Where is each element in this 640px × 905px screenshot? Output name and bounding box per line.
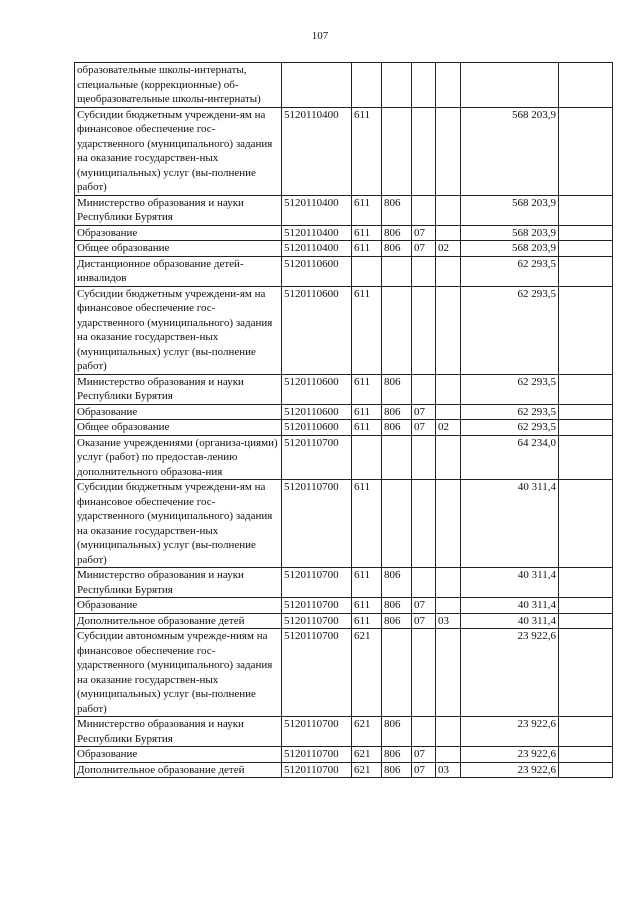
expense-type-code: 611 — [352, 241, 382, 257]
section-code: 07 — [412, 613, 436, 629]
section-code: 07 — [412, 241, 436, 257]
section-code: 07 — [412, 598, 436, 614]
table-row — [75, 374, 613, 404]
empty-cell — [559, 195, 613, 225]
target-article-code — [282, 63, 352, 108]
amount-value: 40 311,4 — [461, 598, 559, 614]
empty-cell — [559, 629, 613, 717]
subsection-code — [436, 256, 461, 286]
expense-type-code: 611 — [352, 613, 382, 629]
expense-type-code — [352, 435, 382, 480]
ministry-code: 806 — [382, 598, 412, 614]
expense-type-code: 611 — [352, 404, 382, 420]
amount-value: 64 234,0 — [461, 435, 559, 480]
subsection-code: 03 — [436, 613, 461, 629]
table-row — [75, 404, 613, 420]
line-item-name: Министерство образования и науки Республики Бурятия — [75, 717, 282, 747]
line-item-name: Дополнительное образование детей — [75, 613, 282, 629]
empty-cell — [559, 480, 613, 568]
expense-type-code: 621 — [352, 762, 382, 778]
amount-value: 23 922,6 — [461, 629, 559, 717]
amount-value: 568 203,9 — [461, 225, 559, 241]
section-code: 07 — [412, 420, 436, 436]
ministry-code: 806 — [382, 568, 412, 598]
subsection-code — [436, 717, 461, 747]
empty-cell — [559, 107, 613, 195]
line-item-name: Субсидии бюджетным учреждени-ям на финансовое обеспечение гос-ударственного (муниципального) задания на оказание государствен-ных (муниципальных) услуг (вы-полнение работ) — [75, 480, 282, 568]
subsection-code: 02 — [436, 241, 461, 257]
amount-value: 62 293,5 — [461, 404, 559, 420]
subsection-code — [436, 63, 461, 108]
empty-cell — [559, 63, 613, 108]
section-code — [412, 629, 436, 717]
empty-cell — [559, 374, 613, 404]
table-body — [75, 63, 613, 778]
expense-type-code: 621 — [352, 629, 382, 717]
page-number: 107 — [311, 30, 329, 42]
subsection-code — [436, 195, 461, 225]
ministry-code — [382, 63, 412, 108]
target-article-code: 5120110600 — [282, 256, 352, 286]
table-row — [75, 613, 613, 629]
empty-cell — [559, 435, 613, 480]
empty-cell — [559, 598, 613, 614]
target-article-code: 5120110700 — [282, 568, 352, 598]
ministry-code — [382, 286, 412, 374]
expense-type-code: 611 — [352, 225, 382, 241]
target-article-code: 5120110700 — [282, 717, 352, 747]
amount-value: 23 922,6 — [461, 762, 559, 778]
amount-value — [461, 63, 559, 108]
table-row — [75, 435, 613, 480]
table-row — [75, 480, 613, 568]
amount-value: 62 293,5 — [461, 374, 559, 404]
table-row — [75, 63, 613, 108]
ministry-code — [382, 256, 412, 286]
line-item-name: Субсидии автономным учрежде-ниям на финансовое обеспечение гос-ударственного (муниципального) задания на оказание государствен-ных (муниципальных) услуг (вы-полнение работ) — [75, 629, 282, 717]
ministry-code — [382, 107, 412, 195]
target-article-code: 5120110700 — [282, 598, 352, 614]
target-article-code: 5120110700 — [282, 629, 352, 717]
amount-value: 62 293,5 — [461, 256, 559, 286]
section-code — [412, 256, 436, 286]
table-row — [75, 420, 613, 436]
empty-cell — [559, 256, 613, 286]
amount-value: 40 311,4 — [461, 480, 559, 568]
empty-cell — [559, 404, 613, 420]
budget-table — [74, 62, 613, 778]
subsection-code — [436, 568, 461, 598]
line-item-name: Министерство образования и науки Республики Бурятия — [75, 374, 282, 404]
subsection-code — [436, 404, 461, 420]
line-item-name: Образование — [75, 225, 282, 241]
subsection-code — [436, 286, 461, 374]
expense-type-code: 611 — [352, 420, 382, 436]
section-code — [412, 480, 436, 568]
expense-type-code: 621 — [352, 717, 382, 747]
subsection-code — [436, 629, 461, 717]
section-code — [412, 107, 436, 195]
target-article-code: 5120110400 — [282, 241, 352, 257]
table-row — [75, 225, 613, 241]
ministry-code: 806 — [382, 747, 412, 763]
table-row — [75, 717, 613, 747]
amount-value: 62 293,5 — [461, 420, 559, 436]
empty-cell — [559, 762, 613, 778]
section-code — [412, 717, 436, 747]
line-item-name: Дистанционное образование детей-инвалидов — [75, 256, 282, 286]
subsection-code — [436, 747, 461, 763]
amount-value: 568 203,9 — [461, 195, 559, 225]
line-item-name: Образование — [75, 404, 282, 420]
target-article-code: 5120110600 — [282, 404, 352, 420]
target-article-code: 5120110600 — [282, 374, 352, 404]
amount-value: 40 311,4 — [461, 613, 559, 629]
ministry-code: 806 — [382, 762, 412, 778]
line-item-name: Оказание учреждениями (организа-циями) услуг (работ) по предостав-лению дополнительного образова-ния — [75, 435, 282, 480]
subsection-code — [436, 435, 461, 480]
table-row — [75, 286, 613, 374]
empty-cell — [559, 747, 613, 763]
subsection-code — [436, 480, 461, 568]
target-article-code: 5120110700 — [282, 747, 352, 763]
amount-value: 62 293,5 — [461, 286, 559, 374]
amount-value: 23 922,6 — [461, 747, 559, 763]
expense-type-code: 611 — [352, 598, 382, 614]
empty-cell — [559, 568, 613, 598]
section-code: 07 — [412, 762, 436, 778]
section-code — [412, 374, 436, 404]
ministry-code: 806 — [382, 374, 412, 404]
amount-value: 568 203,9 — [461, 241, 559, 257]
expense-type-code — [352, 63, 382, 108]
line-item-name: Образование — [75, 747, 282, 763]
empty-cell — [559, 286, 613, 374]
expense-type-code: 611 — [352, 195, 382, 225]
table-row — [75, 195, 613, 225]
expense-type-code — [352, 256, 382, 286]
empty-cell — [559, 241, 613, 257]
target-article-code: 5120110700 — [282, 435, 352, 480]
empty-cell — [559, 420, 613, 436]
line-item-name: образовательные школы-интернаты, специальные (коррекционные) об-щеобразовательные школы-интернаты) — [75, 63, 282, 108]
expense-type-code: 611 — [352, 568, 382, 598]
ministry-code: 806 — [382, 195, 412, 225]
table-row — [75, 598, 613, 614]
amount-value: 40 311,4 — [461, 568, 559, 598]
table-row — [75, 107, 613, 195]
target-article-code: 5120110400 — [282, 225, 352, 241]
ministry-code: 806 — [382, 404, 412, 420]
line-item-name: Образование — [75, 598, 282, 614]
empty-cell — [559, 613, 613, 629]
table-row — [75, 762, 613, 778]
ministry-code: 806 — [382, 420, 412, 436]
section-code — [412, 195, 436, 225]
section-code: 07 — [412, 747, 436, 763]
ministry-code: 806 — [382, 717, 412, 747]
subsection-code — [436, 374, 461, 404]
subsection-code: 02 — [436, 420, 461, 436]
subsection-code — [436, 598, 461, 614]
table-row — [75, 241, 613, 257]
line-item-name: Субсидии бюджетным учреждени-ям на финансовое обеспечение гос-ударственного (муниципального) задания на оказание государствен-ных (муниципальных) услуг (вы-полнение работ) — [75, 286, 282, 374]
ministry-code: 806 — [382, 225, 412, 241]
section-code — [412, 63, 436, 108]
ministry-code: 806 — [382, 613, 412, 629]
target-article-code: 5120110600 — [282, 420, 352, 436]
ministry-code — [382, 480, 412, 568]
target-article-code: 5120110400 — [282, 195, 352, 225]
subsection-code — [436, 225, 461, 241]
empty-cell — [559, 225, 613, 241]
ministry-code — [382, 629, 412, 717]
target-article-code: 5120110700 — [282, 762, 352, 778]
line-item-name: Общее образование — [75, 420, 282, 436]
target-article-code: 5120110700 — [282, 613, 352, 629]
section-code — [412, 286, 436, 374]
line-item-name: Дополнительное образование детей — [75, 762, 282, 778]
expense-type-code: 621 — [352, 747, 382, 763]
expense-type-code: 611 — [352, 286, 382, 374]
section-code — [412, 435, 436, 480]
expense-type-code: 611 — [352, 480, 382, 568]
table-row — [75, 568, 613, 598]
target-article-code: 5120110700 — [282, 480, 352, 568]
section-code: 07 — [412, 404, 436, 420]
subsection-code: 03 — [436, 762, 461, 778]
ministry-code — [382, 435, 412, 480]
line-item-name: Министерство образования и науки Республики Бурятия — [75, 568, 282, 598]
expense-type-code: 611 — [352, 374, 382, 404]
empty-cell — [559, 717, 613, 747]
line-item-name: Субсидии бюджетным учреждени-ям на финансовое обеспечение гос-ударственного (муниципального) задания на оказание государствен-ных (муниципальных) услуг (вы-полнение работ) — [75, 107, 282, 195]
section-code — [412, 568, 436, 598]
line-item-name: Общее образование — [75, 241, 282, 257]
amount-value: 23 922,6 — [461, 717, 559, 747]
expense-type-code: 611 — [352, 107, 382, 195]
section-code: 07 — [412, 225, 436, 241]
table-row — [75, 256, 613, 286]
ministry-code: 806 — [382, 241, 412, 257]
target-article-code: 5120110400 — [282, 107, 352, 195]
table-row — [75, 629, 613, 717]
subsection-code — [436, 107, 461, 195]
target-article-code: 5120110600 — [282, 286, 352, 374]
table-row — [75, 747, 613, 763]
line-item-name: Министерство образования и науки Республики Бурятия — [75, 195, 282, 225]
amount-value: 568 203,9 — [461, 107, 559, 195]
